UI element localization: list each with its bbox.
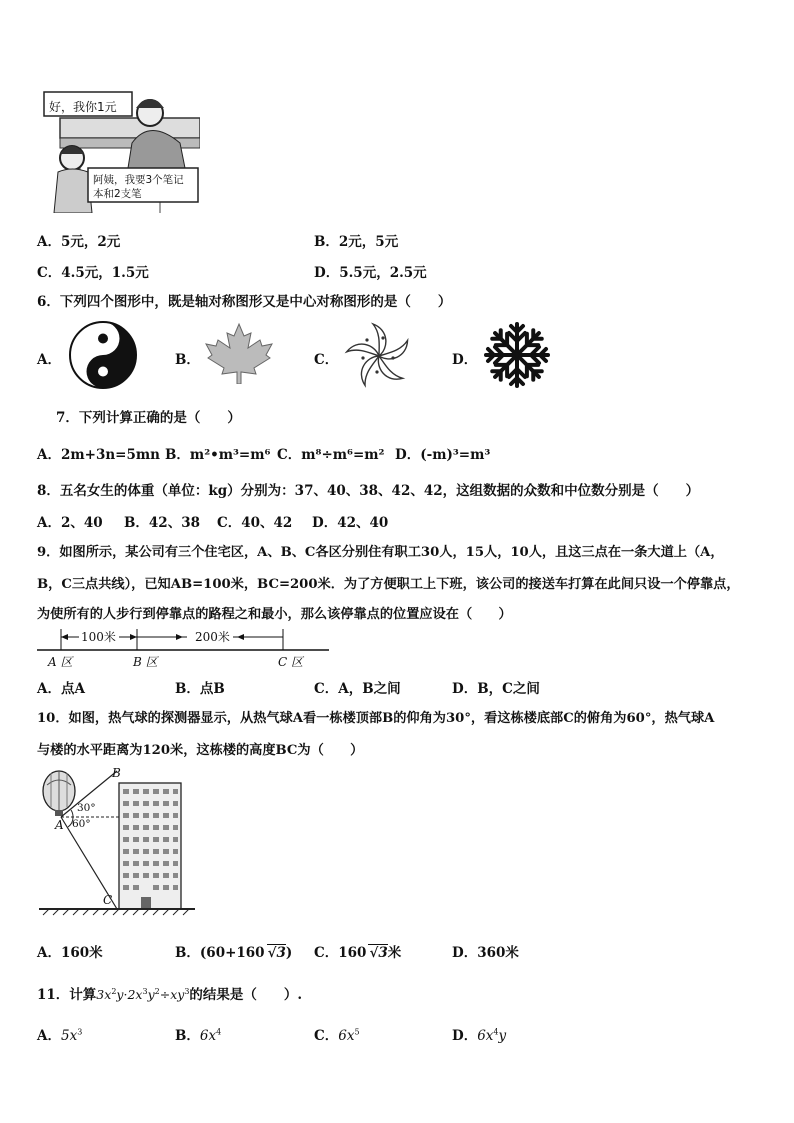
q7-option-b: B．m²•m³=m⁶ (165, 447, 271, 463)
q5-option-c: C．4.5元，1.5元 (37, 265, 149, 281)
q10-option-c (314, 941, 401, 961)
q10-label-c: C (103, 893, 113, 907)
q10-option-c-prefix: C．160 (314, 945, 367, 961)
q10-option-c-suffix: 米 (387, 945, 402, 961)
q5-cartoon (40, 88, 200, 213)
q7-option-d: D．(-m)³=m³ (395, 447, 491, 463)
q9-stem-line3: 为使所有的人步行到停靠点的路程之和最小，那么该停靠点的位置应设在（ ） (37, 607, 512, 622)
q11-stem (37, 983, 302, 1003)
q11-stem-prefix: 11．计算 (37, 987, 97, 1003)
q5-option-b: B．2元，5元 (314, 234, 399, 250)
q11-option-b-expr: $6x^4$ (199, 1027, 222, 1044)
snowflake-icon (482, 320, 552, 394)
q11-option-a-expr: $5x^3$ (60, 1027, 83, 1044)
q8-option-d: D．42、40 (312, 515, 389, 531)
q10-label-angle-60: 60° (72, 818, 91, 830)
q11-option-a-label: A． (37, 1028, 61, 1044)
q10-option-b-radicand: 3 (276, 945, 286, 961)
q6-label-c: C． (314, 352, 339, 368)
q10-label-a: A (55, 818, 64, 832)
maple-leaf-icon (204, 322, 274, 388)
q11-stem-suffix: 的结果是（ ）. (189, 987, 303, 1003)
q9-road-figure (37, 625, 332, 670)
q11-expression: $3x^2y\cdot 2x^3y^2\div xy^3$ (96, 986, 190, 1002)
q9-option-a: A．点A (37, 681, 85, 697)
q8-option-a: A．2、40 (37, 515, 103, 531)
q10-stem-line1: 10．如图，热气球的探测器显示，从热气球A看一栋楼顶部B的仰角为30°，看这栋楼底部C的俯角为60°，热气球A (37, 711, 715, 726)
q11-option-b-label: B． (175, 1028, 200, 1044)
q7-stem: 7．下列计算正确的是（ ） (56, 410, 241, 426)
q8-stem: 8．五名女生的体重（单位：kg）分别为：37、40、38、42、42，这组数据的众数和中位数分别是（ ） (37, 483, 700, 499)
q11-option-a (37, 1024, 82, 1044)
q8-option-c: C．40、42 (217, 515, 293, 531)
yin-yang-icon (68, 320, 138, 394)
q5-bubble-top: 好，我你1元 (49, 100, 117, 114)
q5-bubble-bottom-2: 本和2支笔 (93, 188, 142, 200)
q9-option-c: C．A，B之间 (314, 681, 401, 697)
q11-option-c (314, 1024, 360, 1044)
q9-label-a: A 区 (48, 655, 73, 669)
q11-option-d-label: D． (452, 1028, 478, 1044)
q11-option-b (175, 1024, 221, 1044)
q10-option-b-prefix: B．(60+160 (175, 945, 265, 961)
q11-option-c-label: C． (314, 1028, 339, 1044)
q5-option-d: D．5.5元，2.5元 (314, 265, 427, 281)
q9-label-ab: 100米 (81, 630, 116, 644)
q10-balloon-building-figure (37, 765, 197, 920)
q5-bubble-bottom-1: 阿姨，我要3个笔记 (93, 174, 184, 186)
q7-option-a: A．2m+3n=5mn (37, 447, 160, 463)
q10-option-b (175, 941, 292, 961)
q10-option-c-radical: √3 (369, 945, 388, 961)
q11-option-d (452, 1024, 506, 1044)
q9-label-c: C 区 (278, 655, 303, 669)
q9-label-bc: 200米 (195, 630, 230, 644)
q10-option-b-radical: √3 (267, 945, 286, 961)
q11-option-d-expr: $6x^4y$ (477, 1027, 507, 1044)
q9-option-d: D．B，C之间 (452, 681, 540, 697)
q10-option-c-radicand: 3 (378, 945, 388, 961)
q7-option-c: C．m⁸÷m⁶=m² (277, 447, 385, 463)
q9-stem-line1: 9．如图所示，某公司有三个住宅区，A、B、C各区分别住有职工30人，15人，10人，且这三点在一条大道上（A， (37, 545, 724, 560)
q6-stem: 6．下列四个图形中，既是轴对称图形又是中心对称图形的是（ ） (37, 294, 452, 310)
q10-option-d: D．360米 (452, 945, 519, 961)
q10-stem-line2: 与楼的水平距离为120米，这栋楼的高度BC为（ ） (37, 743, 364, 758)
q9-stem-line2: B，C三点共线），已知AB=100米，BC=200米．为了方便职工上下班，该公司的接送车打算在此间只设一个停靠点， (37, 577, 740, 592)
q10-option-b-suffix: ) (285, 945, 293, 961)
q6-label-d: D． (452, 352, 478, 368)
q9-label-b: B 区 (133, 655, 158, 669)
q6-label-b: B． (175, 352, 200, 368)
q11-option-c-expr: $6x^5$ (338, 1027, 360, 1044)
q10-label-b: B (112, 766, 121, 780)
q10-label-angle-30: 30° (77, 802, 96, 814)
q5-option-a: A．5元，2元 (37, 234, 121, 250)
q6-label-a: A． (37, 352, 61, 368)
q10-option-a: A．160米 (37, 945, 103, 961)
q8-option-b: B．42、38 (124, 515, 200, 531)
q9-option-b: B．点B (175, 681, 225, 697)
bauhinia-flower-icon (343, 320, 415, 394)
